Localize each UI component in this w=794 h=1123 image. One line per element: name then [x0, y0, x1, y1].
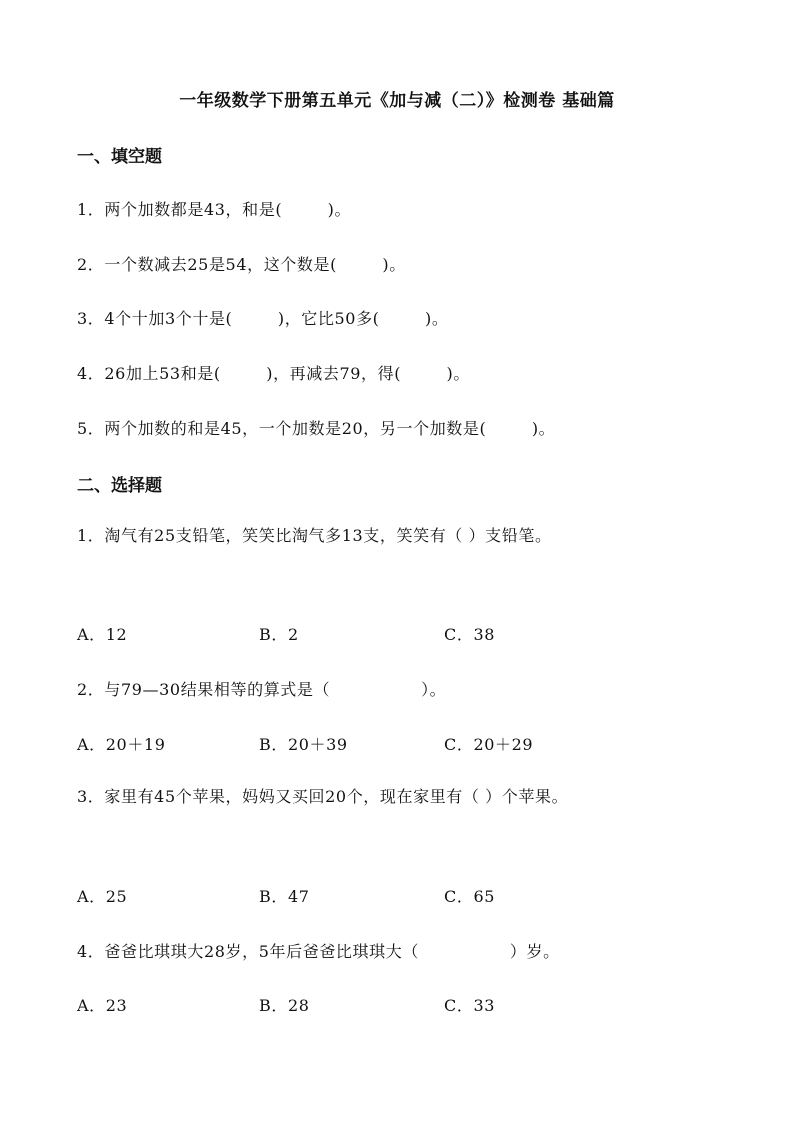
choice-question-2-options	[77, 732, 677, 756]
option-c: C．38	[444, 625, 496, 644]
option-a: A．12	[77, 625, 128, 644]
option-b: B．28	[259, 996, 310, 1015]
choice-question-3: 3．家里有45个苹果，妈妈又买回20个，现在家里有（ ）个苹果。	[77, 787, 569, 806]
fill-question-3: 3．4个十加3个十是( )，它比50多( )。	[77, 309, 449, 328]
section-heading-fill-in: 一、填空题	[77, 147, 162, 167]
fill-question-4: 4．26加上53和是( )，再减去79，得( )。	[77, 364, 471, 383]
option-b: B．20＋39	[259, 735, 348, 754]
choice-question-3-options	[77, 884, 677, 908]
section-heading-multiple-choice: 二、选择题	[77, 476, 162, 496]
choice-question-1-options	[77, 622, 677, 646]
option-b: B．2	[259, 625, 299, 644]
fill-question-5: 5．两个加数的和是45，一个加数是20，另一个加数是( )。	[77, 419, 556, 438]
page-title: 一年级数学下册第五单元《加与减（二）》检测卷 基础篇	[179, 91, 615, 111]
option-b: B．47	[259, 887, 310, 906]
choice-question-4-options	[77, 993, 677, 1017]
option-a: A．23	[77, 996, 128, 1015]
option-c: C．33	[444, 996, 496, 1015]
choice-question-1: 1．淘气有25支铅笔，笑笑比淘气多13支，笑笑有（ ）支铅笔。	[77, 526, 552, 545]
option-c: C．20＋29	[444, 735, 534, 754]
choice-question-2: 2．与79—30结果相等的算式是（ ）。	[77, 680, 447, 699]
fill-question-1: 1．两个加数都是43，和是( )。	[77, 200, 352, 219]
choice-question-4: 4．爸爸比琪琪大28岁，5年后爸爸比琪琪大（ ）岁。	[77, 942, 560, 961]
option-c: C．65	[444, 887, 496, 906]
fill-question-2: 2．一个数减去25是54，这个数是( )。	[77, 255, 406, 274]
option-a: A．25	[77, 887, 128, 906]
option-a: A．20＋19	[77, 735, 166, 754]
